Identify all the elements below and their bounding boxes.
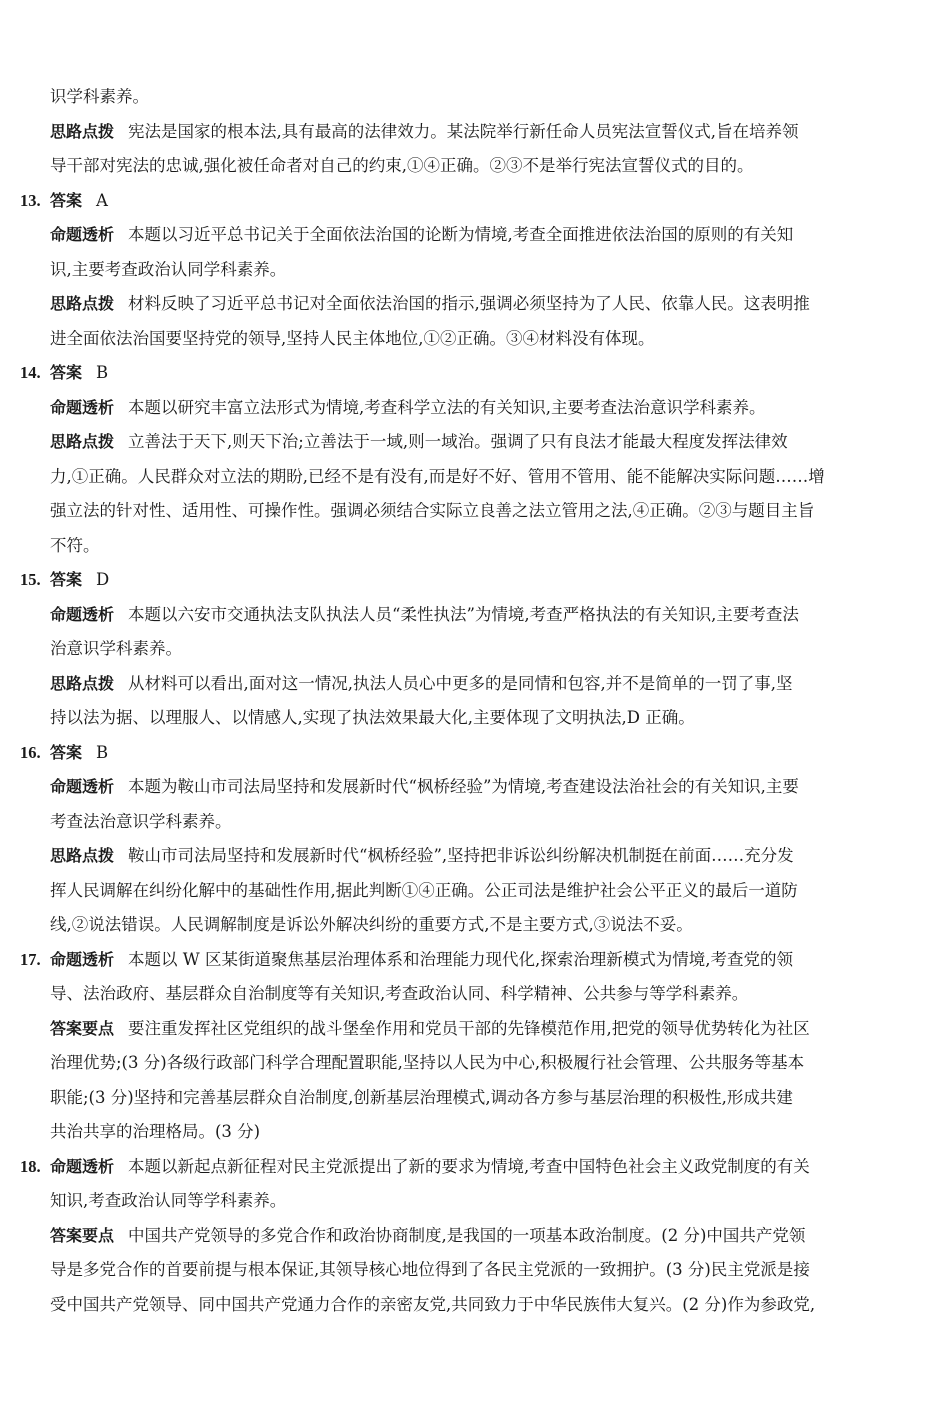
section-label: 命题透析 xyxy=(50,397,115,417)
text-line xyxy=(20,632,930,667)
text-line xyxy=(20,736,930,771)
text-line xyxy=(20,425,930,460)
line-text: D xyxy=(96,570,110,589)
question-number: 13. xyxy=(20,190,41,210)
line-text: 立善法于天下,则天下治;立善法于一域,则一域治。强调了只有良法才能最大程度发挥法律效 xyxy=(128,432,788,451)
question-number: 16. xyxy=(20,742,41,762)
line-text: 线,②说法错误。人民调解制度是诉讼外解决纠纷的重要方式,不是主要方式,③说法不妥。 xyxy=(50,915,693,934)
line-text: 鞍山市司法局坚持和发展新时代“枫桥经验”,坚持把非诉讼纠纷解决机制挺在前面……充分发 xyxy=(128,846,794,865)
line-text: 挥人民调解在纠纷化解中的基础性作用,据此判断①④正确。公正司法是维护社会公平正义的最后一道防 xyxy=(50,880,798,900)
section-label: 思路点拨 xyxy=(50,673,115,693)
text-line xyxy=(20,874,930,909)
question-number: 18. xyxy=(20,1156,41,1176)
line-text: 材料反映了习近平总书记对全面依法治国的指示,强调必须坚持为了人民、依靠人民。这表明推 xyxy=(128,294,810,313)
line-text: 导是多党合作的首要前提与根本保证,其领导核心地位得到了各民主党派的一致拥护。(3 分)民主党派是接 xyxy=(50,1260,810,1279)
line-text: 识学科素养。 xyxy=(50,87,149,106)
line-text: 本题以习近平总书记关于全面依法治国的论断为情境,考查全面推进依法治国的原则的有关知 xyxy=(128,225,794,244)
text-line xyxy=(20,184,930,219)
answer-text-body xyxy=(20,80,930,1322)
section-label: 命题透析 xyxy=(50,777,115,796)
text-line xyxy=(20,494,930,529)
line-text: 要注重发挥社区党组织的战斗堡垒作用和党员干部的先锋模范作用,把党的领导优势转化为社区 xyxy=(128,1018,810,1038)
section-label: 思路点拨 xyxy=(50,121,115,141)
question-number: 14. xyxy=(20,363,41,382)
text-line xyxy=(20,908,930,943)
text-line xyxy=(20,598,930,633)
text-line xyxy=(20,460,930,495)
line-text: 治意识学科素养。 xyxy=(50,639,182,658)
section-label: 思路点拨 xyxy=(50,294,115,313)
line-text: 强立法的针对性、适用性、可操作性。强调必须结合实际立良善之法立管用之法,④正确。②③与题目主旨 xyxy=(50,501,815,520)
text-line xyxy=(20,1046,930,1081)
text-line xyxy=(20,977,930,1012)
line-text: 受中国共产党领导、同中国共产党通力合作的亲密友党,共同致力于中华民族伟大复兴。(2 分)作为参政党, xyxy=(50,1294,816,1314)
line-text: 本题以 W 区某街道聚焦基层治理体系和治理能力现代化,探索治理新模式为情境,考查党的领 xyxy=(128,949,793,969)
line-text: 识,主要考查政治认同学科素养。 xyxy=(50,259,287,279)
text-line xyxy=(20,1184,930,1219)
line-text: 导干部对宪法的忠诚,强化被任命者对自己的约束,①④正确。②③不是举行宪法宣誓仪式的目的。 xyxy=(50,156,754,175)
section-label: 命题透析 xyxy=(50,604,115,624)
line-text: 进全面依法治国要坚持党的领导,坚持人民主体地位,①②正确。③④材料没有体现。 xyxy=(50,328,655,348)
text-line xyxy=(20,667,930,702)
text-line xyxy=(20,943,930,978)
line-text: 从材料可以看出,面对这一情况,执法人员心中更多的是同情和包容,并不是简单的一罚了事,坚 xyxy=(128,673,793,693)
section-label: 思路点拨 xyxy=(50,432,115,451)
text-line xyxy=(20,1253,930,1288)
text-line xyxy=(20,839,930,874)
text-line xyxy=(20,1081,930,1116)
text-line xyxy=(20,770,930,805)
section-label: 命题透析 xyxy=(50,225,115,244)
line-text: 本题以新起点新征程对民主党派提出了新的要求为情境,考查中国特色社会主义政党制度的有关 xyxy=(128,1156,810,1176)
line-text: 导、法治政府、基层群众自治制度等有关知识,考查政治认同、科学精神、公共参与等学科素养。 xyxy=(50,984,749,1003)
text-line xyxy=(20,701,930,736)
line-text: 共治共享的治理格局。(3 分) xyxy=(50,1122,261,1141)
section-label: 命题透析 xyxy=(50,949,115,969)
line-text: 宪法是国家的根本法,具有最高的法律效力。某法院举行新任命人员宪法宣誓仪式,旨在培养领 xyxy=(128,121,799,141)
line-text: B xyxy=(96,363,109,382)
section-label: 答案 xyxy=(50,190,83,210)
line-text: 知识,考查政治认同等学科素养。 xyxy=(50,1191,287,1210)
text-line xyxy=(20,80,930,115)
text-line xyxy=(20,1150,930,1185)
section-label: 命题透析 xyxy=(50,1156,115,1176)
section-label: 思路点拨 xyxy=(50,846,115,865)
text-line xyxy=(20,115,930,150)
text-line xyxy=(20,322,930,357)
line-text: 本题以研究丰富立法形式为情境,考查科学立法的有关知识,主要考查法治意识学科素养。 xyxy=(128,397,766,417)
line-text: 不符。 xyxy=(50,535,100,555)
text-line xyxy=(20,1012,930,1047)
line-text: 治理优势;(3 分)各级行政部门科学合理配置职能,坚持以人民为中心,积极履行社会管理、公共服务等基本 xyxy=(50,1053,805,1072)
line-text: 力,①正确。人民群众对立法的期盼,已经不是有没有,而是好不好、管用不管用、能不能解决实际问题……增 xyxy=(50,466,825,486)
line-text: 中国共产党领导的多党合作和政治协商制度,是我国的一项基本政治制度。(2 分)中国共产党领 xyxy=(128,1225,806,1245)
line-text: A xyxy=(96,190,108,210)
line-text: 考查法治意识学科素养。 xyxy=(50,811,232,831)
text-line xyxy=(20,287,930,322)
text-line xyxy=(20,391,930,426)
text-line xyxy=(20,356,930,391)
line-text: 持以法为据、以理服人、以情感人,实现了执法效果最大化,主要体现了文明执法,D 正确。 xyxy=(50,708,695,727)
section-label: 答案 xyxy=(50,742,83,762)
question-number: 17. xyxy=(20,949,41,969)
text-line xyxy=(20,1288,930,1323)
line-text: 职能;(3 分)坚持和完善基层群众自治制度,创新基层治理模式,调动各方参与基层治理的积极性,形成共建 xyxy=(50,1087,793,1107)
line-text: 本题为鞍山市司法局坚持和发展新时代“枫桥经验”为情境,考查建设法治社会的有关知识,主要 xyxy=(128,777,799,796)
text-line xyxy=(20,529,930,564)
text-line xyxy=(20,1219,930,1254)
line-text: B xyxy=(96,742,109,762)
text-line xyxy=(20,1115,930,1150)
section-label: 答案要点 xyxy=(50,1018,115,1038)
line-text: 本题以六安市交通执法支队执法人员“柔性执法”为情境,考查严格执法的有关知识,主要考查法 xyxy=(128,604,799,624)
text-line xyxy=(20,218,930,253)
text-line xyxy=(20,805,930,840)
text-line xyxy=(20,563,930,598)
section-label: 答案 xyxy=(50,570,83,589)
section-label: 答案 xyxy=(50,363,83,382)
text-line xyxy=(20,253,930,288)
section-label: 答案要点 xyxy=(50,1225,115,1245)
text-line xyxy=(20,149,930,184)
question-number: 15. xyxy=(20,570,41,589)
